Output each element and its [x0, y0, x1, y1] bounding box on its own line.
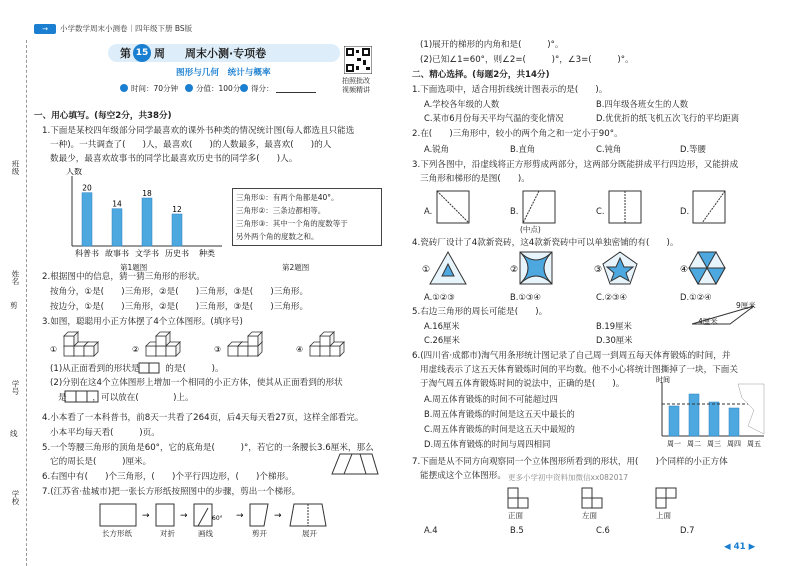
q5-line-2: 它的周长是( )厘米。	[50, 457, 152, 467]
y-axis-label: 人数	[66, 168, 82, 176]
c3-line-2: 三角形和梯形的是图( )。	[420, 174, 530, 184]
data-label: 20	[82, 183, 92, 193]
get-score-label: 得分：	[251, 84, 274, 93]
c2-option-c[interactable]: C.钝角	[596, 144, 622, 154]
c4-option-b[interactable]: B.①③④	[510, 292, 541, 302]
q5-line-1: 5.一个等腰三角形的顶角是60°，它的底角是( )°，若它的一条腰长3.6厘米，那么	[42, 443, 374, 453]
cube-front	[238, 346, 248, 356]
bar	[709, 402, 719, 436]
week-number-badge: 15	[133, 44, 151, 62]
spine-id: 学号	[11, 380, 20, 395]
page-subtitle: 图形与几何 统计与概率	[176, 68, 271, 78]
svg-text:→: →	[236, 511, 244, 521]
solid-label: ②	[132, 345, 140, 354]
chart-2-caption: 第2题图	[282, 263, 310, 272]
tile-label: ④	[680, 265, 689, 275]
spine-cut-1: 剪	[10, 301, 18, 310]
c4-option-a[interactable]: A.①②③	[424, 292, 455, 302]
c6-option-a[interactable]: A.周五体育锻炼的时间不可能超过四	[424, 394, 558, 404]
view-left	[580, 486, 610, 510]
cube-front	[74, 346, 84, 356]
c5-option-d[interactable]: D.30厘米	[596, 335, 633, 345]
section-2-heading: 二、精心选择。(每题2分，共14分)	[412, 70, 550, 80]
c7-option-c[interactable]: C.6	[596, 525, 610, 535]
qr-caption-1: 拍照批改	[342, 77, 370, 85]
cube-front	[248, 346, 258, 356]
c7-option-a[interactable]: A.4	[424, 525, 438, 535]
c6-option-d[interactable]: D.周五体育锻炼的时间与周四相同	[424, 439, 551, 449]
step-label-3: 画线	[198, 529, 213, 538]
c7-option-d[interactable]: D.7	[680, 525, 695, 535]
page-number-value: 41	[733, 542, 746, 552]
solid-label: ①	[50, 345, 58, 354]
x-tick-label: 周二	[687, 440, 701, 448]
week-prefix: 第	[120, 47, 131, 60]
x-tick-label: 周三	[707, 440, 721, 448]
cube-front	[228, 346, 238, 356]
q4-line-1: 4.小本看了一本科普书，前8天一共看了264页，后4天每天看27页，这样全部看完。	[42, 413, 364, 423]
spine-name: 姓名	[11, 270, 20, 285]
spine-school: 学校	[11, 490, 20, 505]
torn-area	[738, 384, 764, 434]
q1-line-3: 数最少，最喜欢故事书的同学比最喜欢历史书的同学多( )人。	[50, 154, 298, 164]
x-tick-label: 周四	[727, 440, 741, 448]
spine-class: 班级	[11, 160, 20, 175]
c1-option-a[interactable]: A.学校各年级的人数	[424, 99, 500, 109]
qr-code[interactable]	[344, 46, 372, 74]
c1-option-c[interactable]: C.某市6月份每天平均气温的变化情况	[424, 113, 564, 123]
get-score-blank[interactable]	[276, 92, 316, 93]
c3-option-c[interactable]: C.	[596, 206, 605, 216]
solid-label: ③	[214, 345, 222, 354]
cube-front	[310, 346, 320, 356]
view-front-label: 正面	[508, 511, 523, 520]
c6-line-1: 6.(四川省·成都市)淘气用条形统计图记录了自己周一到周五每天体育锻炼的时间，并	[412, 351, 731, 361]
c5-side-1: 9厘米	[736, 301, 756, 310]
cube-front	[156, 336, 166, 346]
svg-text:→: →	[142, 511, 150, 521]
score-icon	[185, 84, 193, 92]
bar	[112, 209, 122, 246]
page-title: 周末小测·专项卷	[185, 47, 267, 60]
c1-option-b[interactable]: B.四年级各班女生的人数	[596, 99, 689, 109]
cube-front	[320, 346, 330, 356]
score-label: 分值：100分	[196, 84, 241, 93]
clock-icon	[120, 84, 128, 92]
c5-option-a[interactable]: A.16厘米	[424, 321, 460, 331]
data-label: 18	[142, 189, 152, 198]
q4-line-2: 小本平均每天看( )页。	[50, 428, 160, 438]
svg-text:→: →	[180, 511, 188, 521]
c5-question: 5.右边三角形的周长可能是( )。	[412, 307, 548, 317]
view-front	[506, 486, 536, 510]
y-axis-label: 时间	[656, 376, 670, 384]
bar	[82, 193, 92, 246]
chart-1-caption: 第1题图	[120, 263, 148, 272]
c5-side-2: 4厘米	[698, 317, 718, 326]
cube-front	[64, 346, 74, 356]
cube-front	[330, 346, 340, 356]
qr-caption-2: 视频精讲	[342, 86, 370, 94]
data-label: 12	[172, 205, 182, 214]
q3-line-4: 是 ，可以放在( )上。	[58, 393, 194, 403]
data-label: 14	[112, 199, 122, 209]
c3-square-c	[608, 190, 642, 224]
q3-line-2: (1)从正面看到的形状是 的是( )。	[50, 364, 224, 374]
step-label-2: 对折	[160, 529, 175, 538]
c3-midpoint-label: (中点)	[520, 225, 541, 234]
c5-option-b[interactable]: B.19厘米	[596, 321, 632, 331]
week-suffix: 周	[154, 47, 165, 60]
step-label-1: 长方形纸	[102, 529, 132, 538]
q3-line-1: 3.如图，聪聪用小正方体摆了4个立体图形。(填序号)	[42, 317, 243, 327]
q2-line-1: 2.根据图中的信息，猜一猜三角形的形状。	[42, 272, 205, 282]
get-icon	[240, 84, 248, 92]
x-tick-label: 故事书	[105, 249, 129, 258]
tile-label: ②	[510, 265, 519, 275]
box-line-1: 三角形①：有两个角都是40°。	[236, 193, 339, 202]
q1-line-1: 1.下面是某校四年级部分同学最喜欢的课外书种类的情况统计图(每人都选且只能选	[42, 126, 355, 136]
series-title: 小学数学周末小测卷｜四年级下册 BS版	[60, 24, 193, 33]
c4-option-d[interactable]: D.①②④	[680, 292, 712, 302]
bar	[689, 394, 699, 436]
exercise-time-bar-chart	[652, 376, 770, 452]
q6-trapezoid-figure	[330, 452, 380, 476]
step-label-5: 展开	[302, 529, 317, 538]
c3-option-d[interactable]: D.	[680, 206, 690, 216]
watermark-text: 更多小学初中资料加微信xx082017	[508, 473, 629, 482]
q7b-line: (2)已知∠1=60°，则∠2=( )°，∠3=( )°。	[420, 55, 634, 65]
svg-text:→: →	[274, 511, 282, 521]
c6-option-c[interactable]: C.周五体育锻炼的时间是这五天中最短的	[424, 424, 575, 434]
c4-option-c[interactable]: C.②③④	[596, 292, 628, 302]
c4-tile-designs	[420, 250, 750, 288]
c2-option-a[interactable]: A.锐角	[424, 144, 449, 154]
c3-line-1: 3.下列各图中，沿虚线将正方形剪成两部分，这两部分既能拼成平行四边形，又能拼成	[412, 160, 739, 170]
svg-text:60°: 60°	[212, 515, 223, 522]
cube-solids	[48, 330, 378, 360]
x-tick-label: 周一	[667, 440, 681, 448]
cube-front	[320, 336, 330, 346]
section-1-heading: 一、用心填写。(每空2分，共38分)	[34, 111, 172, 121]
bar	[142, 198, 152, 246]
view-left-label: 左面	[582, 511, 597, 520]
tile-label: ①	[422, 265, 431, 275]
binding-spine	[0, 40, 30, 566]
c7-line-1: 7.下面是从不同方向观察同一个立体图形所看到的形状，用( )个同样的小正方体	[412, 457, 728, 467]
c3-option-b[interactable]: B.	[510, 206, 519, 216]
q7-line-1: 7.(江苏省·盐城市)把一张长方形纸按照图中的步骤，剪出一个梯形。	[42, 487, 301, 497]
step-label-4: 剪开	[252, 529, 267, 538]
c6-line-3: 于淘气周五体育锻炼时间的说法中，正确的是( )。	[420, 379, 625, 389]
c3-square-d	[692, 190, 726, 224]
bar	[669, 406, 679, 436]
q7a-line: (1)展开的梯形的内角和是( )°。	[420, 40, 564, 50]
c7-line-2: 能摆成这个立体图形。	[420, 471, 506, 481]
x-tick-label: 种类	[199, 249, 215, 258]
bar	[729, 408, 739, 436]
box-line-3: 三角形③：其中一个角的度数等于	[236, 219, 348, 228]
spine-cut-2: 线	[10, 429, 18, 438]
top-header	[0, 0, 800, 33]
c2-option-b[interactable]: B.直角	[510, 144, 536, 154]
box-line-2: 三角形②：三条边都相等。	[236, 206, 326, 215]
cut-line	[26, 40, 27, 566]
cube-front	[156, 346, 166, 356]
book-type-bar-chart	[56, 168, 226, 260]
c3-option-a[interactable]: A.	[424, 206, 433, 216]
time-label: 时间：70分钟	[131, 84, 179, 93]
cube-front	[146, 346, 156, 356]
c2-option-d[interactable]: D.等腰	[680, 144, 706, 154]
x-tick-label: 科普书	[75, 249, 99, 258]
c2-question: 2.在( )三角形中，较小的两个角之和一定小于90°。	[412, 129, 623, 139]
tile-label: ③	[594, 265, 603, 275]
q6-line-1: 6.右图中有( )个三角形，( )个平行四边形，( )个梯形。	[42, 472, 294, 482]
cube-front	[166, 346, 176, 356]
q2-line-2: 按角分，①是( )三角形，②是( )三角形，③是( )三角形。	[50, 287, 309, 297]
cube-front	[248, 336, 258, 346]
box-line-4: 另外两个角的度数之和。	[236, 232, 319, 241]
cube-front	[84, 346, 94, 356]
c3-square-b	[522, 190, 556, 224]
x-tick-label: 文学书	[135, 249, 159, 258]
c1-option-d[interactable]: D.优优折的纸飞机五次飞行的平均距离	[596, 113, 740, 123]
c1-question: 1.下面选项中，适合用折线统计图表示的是( )。	[412, 85, 608, 95]
solid-label: ④	[296, 345, 304, 354]
c7-option-b[interactable]: B.5	[510, 525, 524, 535]
q3-line-3: (2)分别在这4个立体图形上增加一个相同的小正方体，使其从正面看到的形状	[50, 378, 343, 388]
series-badge: →	[34, 24, 56, 34]
page-number: ◀ 41 ▶	[724, 542, 756, 552]
c6-line-2: 用虚线表示了这五天体育锻炼时间的平均数。他不小心将统计图撕掉了一块，下面关	[420, 365, 738, 375]
q2-line-3: 按边分，①是( )三角形，②是( )三角形，③是( )三角形。	[50, 302, 309, 312]
c4-question: 4.瓷砖厂设计了4款新瓷砖，这4款新瓷砖中可以单独密铺的有( )。	[412, 238, 679, 248]
c5-option-c[interactable]: C.26厘米	[424, 335, 460, 345]
q1-line-2: 一种)。一共调查了( )人，最喜欢( )的人数最多，最喜欢( )的人	[50, 140, 332, 150]
bar	[172, 214, 182, 246]
cube-front	[64, 336, 74, 346]
c6-option-b[interactable]: B.周五体育锻炼的时间是这五天中最长的	[424, 409, 575, 419]
front-view-shape-2	[64, 390, 100, 404]
x-tick-label: 历史书	[165, 249, 189, 258]
view-top-label: 上面	[656, 511, 671, 520]
c3-square-a	[436, 190, 470, 224]
view-top	[654, 486, 684, 510]
x-tick-label: 周五	[747, 440, 761, 448]
front-view-shape-1	[138, 362, 160, 374]
